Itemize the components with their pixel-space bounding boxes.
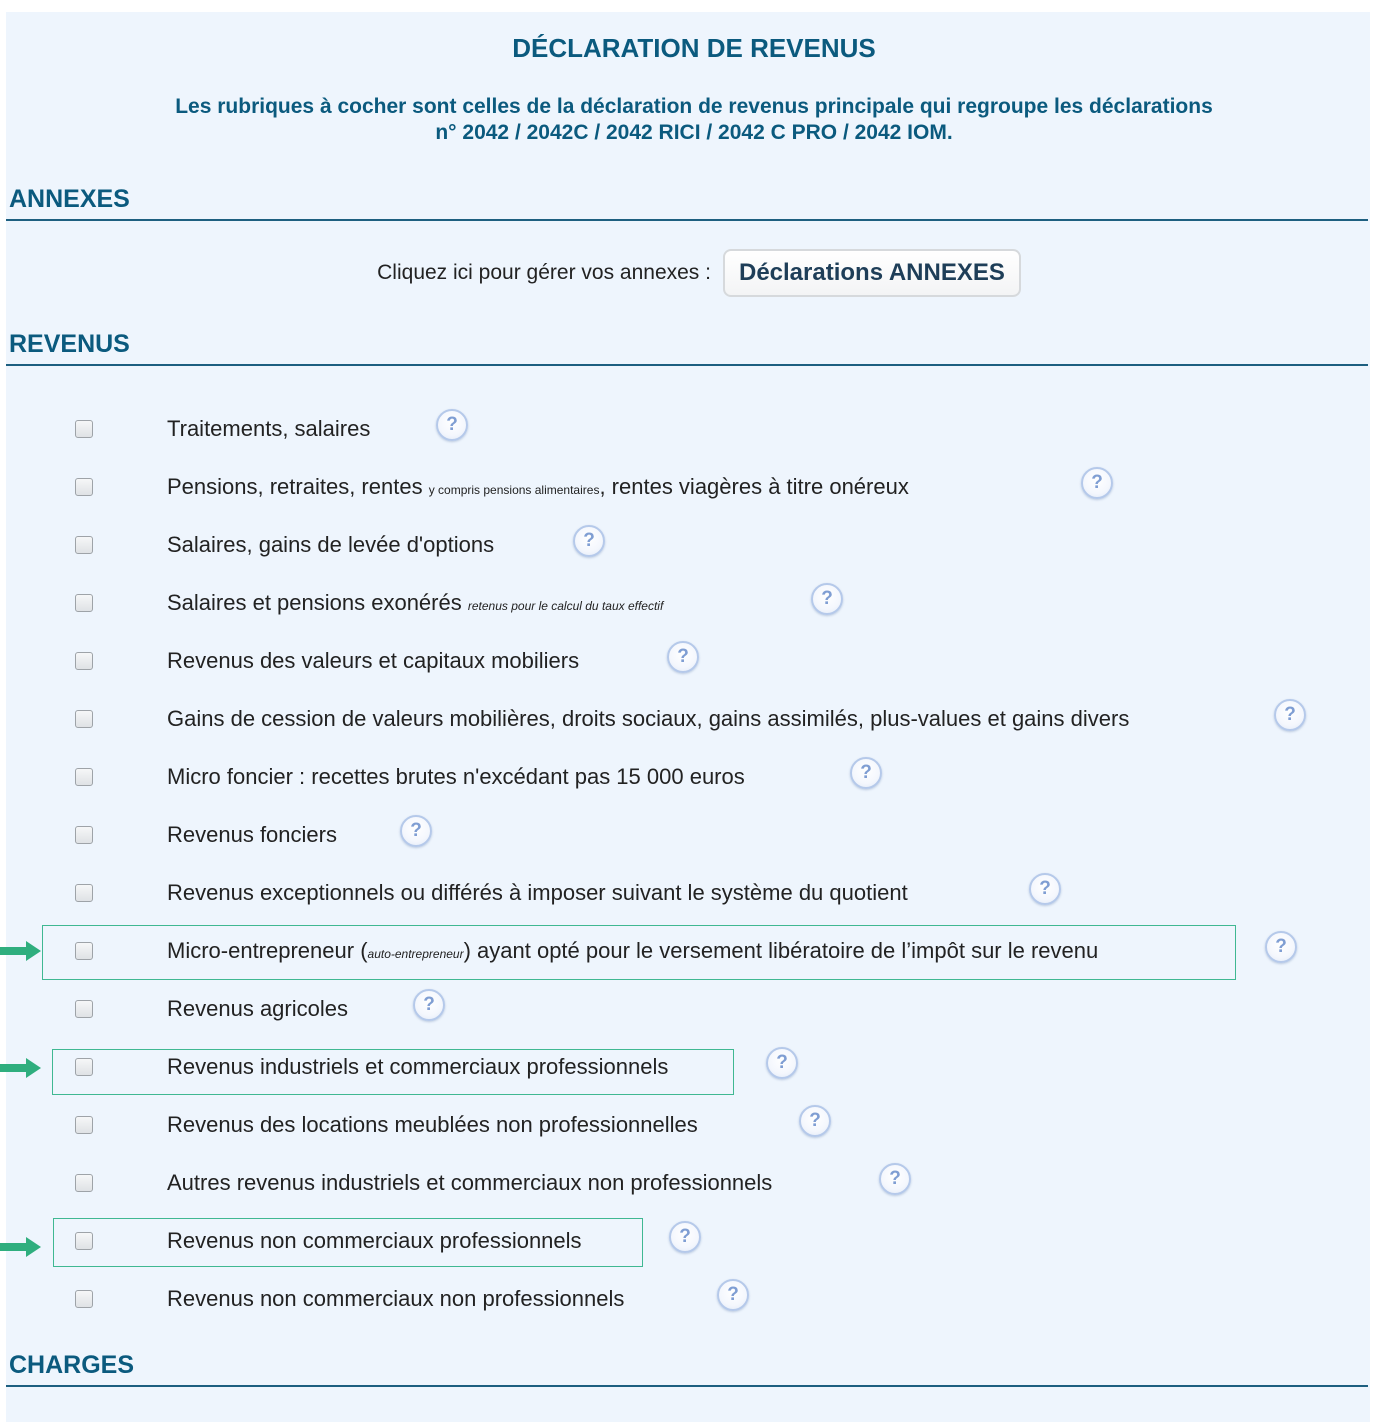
help-question-icon[interactable]: ?	[1081, 467, 1113, 499]
item-label: Gains de cession de valeurs mobilières, droits sociaux, gains assimilés, plus-values et gains divers	[167, 706, 1130, 731]
help-question-icon[interactable]: ?	[799, 1105, 831, 1137]
checkbox[interactable]	[75, 710, 93, 728]
checkbox[interactable]	[75, 536, 93, 554]
checkbox[interactable]	[75, 942, 93, 960]
checkbox[interactable]	[75, 1174, 93, 1192]
checkbox[interactable]	[75, 652, 93, 670]
item-note: retenus pour le calcul du taux effectif	[467, 599, 664, 613]
item-label: Revenus non commerciaux professionnels	[167, 1228, 582, 1253]
section-divider-charges	[6, 1385, 1368, 1387]
annexes-row	[0, 248, 1388, 298]
checkbox[interactable]	[75, 768, 93, 786]
arrow-right-icon	[0, 1236, 42, 1258]
item-label: Micro-entrepreneur (auto-entrepreneur) ayant opté pour le versement libératoire de l’impôt sur le revenu	[167, 938, 1099, 963]
item-label: Micro foncier : recettes brutes n'excédant pas 15 000 euros	[167, 764, 745, 789]
help-question-icon[interactable]: ?	[850, 757, 882, 789]
subtitle-line-1: Les rubriques à cocher sont celles de la déclaration de revenus principale qui regroupe les déclarations	[175, 95, 1213, 118]
item-label: Autres revenus industriels et commerciaux non professionnels	[167, 1170, 773, 1195]
help-question-icon[interactable]: ?	[669, 1221, 701, 1253]
checkbox[interactable]	[75, 1058, 93, 1076]
checkbox[interactable]	[75, 420, 93, 438]
page-subtitle	[60, 94, 1328, 146]
section-divider-revenus	[6, 364, 1368, 366]
item-label: Salaires, gains de levée d'options	[167, 532, 495, 557]
item-label: Revenus non commerciaux non professionnels	[167, 1286, 625, 1311]
help-question-icon[interactable]: ?	[766, 1047, 798, 1079]
declarations-annexes-button[interactable]: Déclarations ANNEXES	[723, 249, 1021, 297]
checkbox[interactable]	[75, 1232, 93, 1250]
subtitle-line-2: n° 2042 / 2042C / 2042 RICI / 2042 C PRO / 2042 IOM.	[435, 121, 953, 144]
help-question-icon[interactable]: ?	[400, 815, 432, 847]
help-question-icon[interactable]: ?	[667, 641, 699, 673]
section-heading-revenus: REVENUS	[9, 330, 130, 358]
section-divider-annexes	[6, 219, 1368, 221]
help-question-icon[interactable]: ?	[717, 1279, 749, 1311]
arrow-right-icon	[0, 1057, 42, 1079]
help-question-icon[interactable]: ?	[811, 583, 843, 615]
item-label: Revenus exceptionnels ou différés à imposer suivant le système du quotient	[167, 880, 908, 905]
help-question-icon[interactable]: ?	[1029, 873, 1061, 905]
item-note: y compris pensions alimentaires	[428, 483, 600, 497]
item-note: auto-entrepreneur	[367, 947, 464, 961]
help-question-icon[interactable]: ?	[436, 409, 468, 441]
help-question-icon[interactable]: ?	[573, 525, 605, 557]
checkbox[interactable]	[75, 478, 93, 496]
checkbox[interactable]	[75, 884, 93, 902]
item-label: Traitements, salaires	[167, 416, 371, 441]
section-heading-charges: CHARGES	[9, 1351, 135, 1379]
help-question-icon[interactable]: ?	[879, 1163, 911, 1195]
item-label: Revenus agricoles	[167, 996, 348, 1021]
item-label: Revenus des valeurs et capitaux mobiliers	[167, 648, 580, 673]
section-heading-annexes: ANNEXES	[9, 185, 130, 213]
item-label: Revenus industriels et commerciaux professionnels	[167, 1054, 669, 1079]
item-label: Revenus des locations meublées non professionnelles	[167, 1112, 698, 1137]
checkbox[interactable]	[75, 594, 93, 612]
help-question-icon[interactable]: ?	[1265, 931, 1297, 963]
item-label: Revenus fonciers	[167, 822, 337, 847]
help-question-icon[interactable]: ?	[1274, 699, 1306, 731]
page-title: DÉCLARATION DE REVENUS	[512, 33, 876, 63]
annexes-prompt: Cliquez ici pour gérer vos annexes :	[377, 261, 711, 284]
item-label: Salaires et pensions exonérés retenus pour le calcul du taux effectif	[167, 590, 664, 615]
arrow-right-icon	[0, 940, 42, 962]
checkbox[interactable]	[75, 826, 93, 844]
item-label: Pensions, retraites, rentes y compris pensions alimentaires, rentes viagères à titre onéreux	[167, 474, 909, 499]
checkbox[interactable]	[75, 1000, 93, 1018]
checkbox[interactable]	[75, 1290, 93, 1308]
help-question-icon[interactable]: ?	[413, 989, 445, 1021]
checkbox[interactable]	[75, 1116, 93, 1134]
